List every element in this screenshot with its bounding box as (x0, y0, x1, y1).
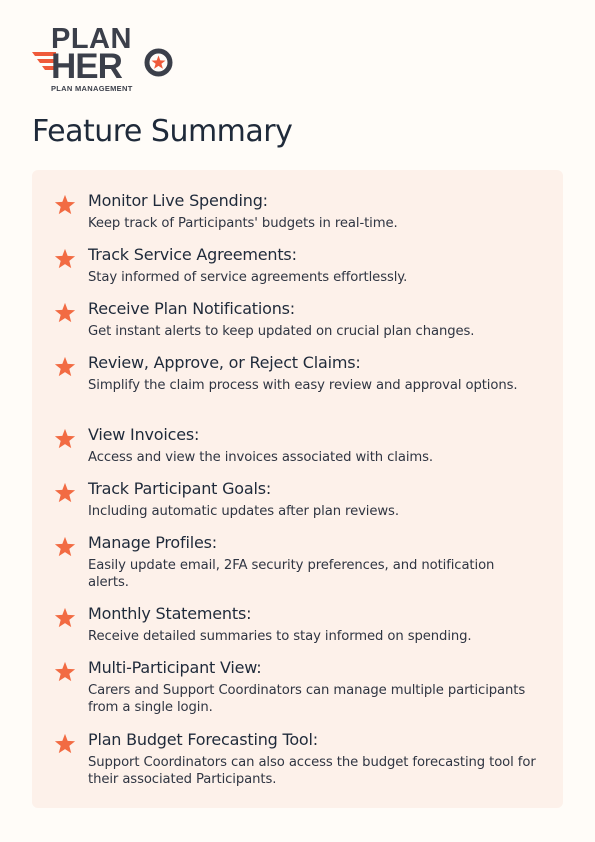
star-icon (54, 733, 76, 755)
feature-title: Plan Budget Forecasting Tool: (88, 730, 318, 749)
plan-hero-logo (32, 23, 182, 96)
feature-description: Get instant alerts to keep updated on crucial plan changes. (88, 324, 475, 339)
feature-description: Access and view the invoices associated with claims. (88, 450, 433, 465)
feature-description: Including automatic updates after plan reviews. (88, 504, 399, 519)
star-icon (54, 607, 76, 629)
feature-title: Multi-Participant View: (88, 658, 262, 677)
star-icon (54, 482, 76, 504)
feature-description: Carers and Support Coordinators can manage multiple participants from a single login. (88, 683, 526, 715)
star-icon (54, 194, 76, 216)
feature-list-card (32, 170, 563, 808)
star-icon (54, 248, 76, 270)
feature-description: Support Coordinators can also access the budget forecasting tool for their associated Participants. (88, 755, 536, 787)
star-icon (54, 302, 76, 324)
feature-description: Easily update email, 2FA security preferences, and notification alerts. (88, 558, 495, 590)
feature-title: Monthly Statements: (88, 604, 252, 623)
feature-title: Review, Approve, or Reject Claims: (88, 353, 361, 372)
feature-description: Simplify the claim process with easy review and approval options. (88, 378, 518, 393)
feature-title: Track Service Agreements: (88, 245, 297, 264)
star-icon (54, 356, 76, 378)
feature-title: View Invoices: (88, 425, 200, 444)
star-icon (54, 536, 76, 558)
feature-description: Receive detailed summaries to stay informed on spending. (88, 629, 472, 644)
feature-title: Track Participant Goals: (88, 479, 272, 498)
feature-title: Monitor Live Spending: (88, 191, 268, 210)
logo-star-o-icon (144, 48, 173, 77)
page-title: Feature Summary (32, 114, 293, 149)
star-icon (54, 661, 76, 683)
feature-description: Keep track of Participants' budgets in real-time. (88, 216, 398, 231)
logo-tagline: PLAN MANAGEMENT (51, 84, 133, 93)
feature-title: Manage Profiles: (88, 533, 217, 552)
star-icon (54, 428, 76, 450)
feature-title: Receive Plan Notifications: (88, 299, 295, 318)
logo-hero-text: HER (51, 47, 122, 86)
feature-description: Stay informed of service agreements effortlessly. (88, 270, 408, 285)
logo-plan-text: PLAN (51, 23, 132, 55)
